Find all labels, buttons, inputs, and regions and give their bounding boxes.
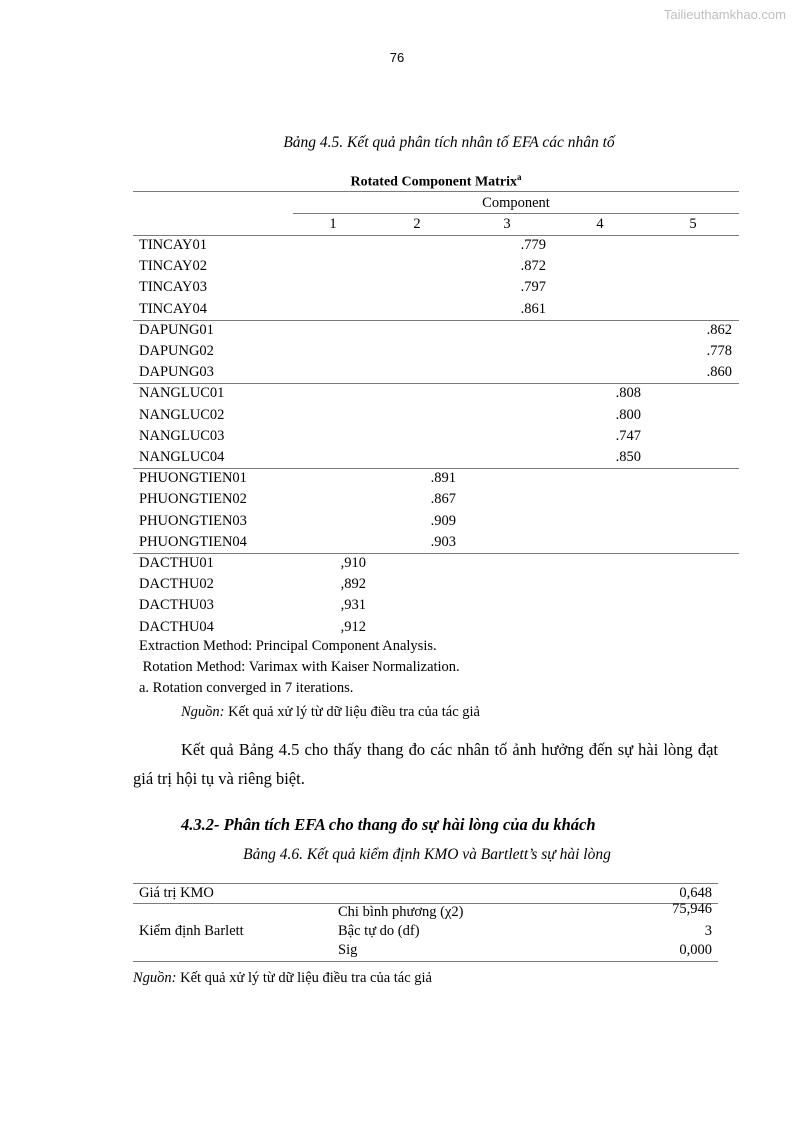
bartlett-stat-label: Bậc tự do (df)	[338, 923, 420, 939]
loading-value: .800	[615, 406, 641, 423]
source-label: Nguồn:	[133, 970, 177, 986]
table-4-5-source	[181, 704, 480, 721]
component-number: 4	[596, 216, 604, 232]
row-label: TINCAY03	[139, 279, 207, 296]
row-label: NANGLUC04	[139, 449, 225, 465]
row-label: TINCAY04	[139, 300, 207, 317]
bartlett-stat-label: Chi bình phương (χ2)	[338, 904, 464, 920]
bartlett-stat-value: 75,946	[672, 901, 712, 917]
table-note: Extraction Method: Principal Component Analysis.	[139, 638, 437, 654]
loading-value: .779	[520, 237, 546, 253]
component-number: 3	[503, 216, 511, 232]
loading-value: ,892	[340, 576, 366, 593]
table-4-5-caption: Bảng 4.5. Kết quả phân tích nhân tố EFA các nhân tố	[283, 134, 615, 151]
table-4-6-caption: Bảng 4.6. Kết quả kiểm định KMO và Bartlett’s sự hài lòng	[243, 846, 611, 863]
matrix-title-footnote-mark: a	[516, 172, 522, 182]
loading-value: ,910	[340, 555, 366, 571]
source-text: Kết quả xử lý từ dữ liệu điều tra của tác giả	[176, 970, 432, 986]
row-label: DACTHU04	[139, 618, 214, 635]
group-divider	[133, 320, 739, 321]
kmo-table-top-rule	[133, 883, 718, 884]
row-label: DAPUNG02	[139, 343, 214, 359]
matrix-title-text: Rotated Component Matrix	[350, 174, 517, 190]
loading-value: .872	[520, 258, 546, 275]
component-number: 2	[413, 216, 421, 232]
loading-value: .797	[520, 279, 546, 296]
watermark: Tailieuthamkhao.com	[663, 7, 786, 22]
loading-value: .891	[430, 470, 456, 487]
loading-value: ,912	[340, 618, 366, 635]
rotated-component-matrix-title	[133, 172, 739, 191]
kmo-label: Giá trị KMO	[139, 885, 214, 901]
loading-value: .909	[430, 512, 456, 529]
loading-value: .850	[615, 449, 641, 465]
loading-value: .867	[430, 491, 456, 508]
row-label: DACTHU01	[139, 555, 214, 571]
table-note: Rotation Method: Varimax with Kaiser Normalization.	[139, 659, 460, 675]
row-label: NANGLUC03	[139, 427, 225, 444]
table-top-rule	[133, 191, 739, 192]
source-text: Kết quả xử lý từ dữ liệu điều tra của tác giả	[224, 704, 480, 720]
section-heading: 4.3.2- Phân tích EFA cho thang đo sự hài lòng của du khách	[181, 815, 596, 834]
row-label: TINCAY02	[139, 258, 207, 275]
row-label: DAPUNG03	[139, 364, 214, 381]
row-label: PHUONGTIEN02	[139, 491, 247, 508]
bartlett-label: Kiểm định Barlett	[139, 923, 244, 939]
kmo-table-bottom-rule	[133, 961, 718, 962]
kmo-value: 0,648	[679, 885, 712, 901]
row-label: NANGLUC02	[139, 406, 225, 423]
bartlett-stat-label: Sig	[338, 942, 358, 958]
loading-value: ,931	[340, 597, 366, 614]
component-header: Component	[482, 195, 550, 211]
loading-value: .903	[430, 533, 456, 550]
loading-value: .860	[706, 364, 732, 381]
loading-value: .808	[615, 385, 641, 402]
row-label: DAPUNG01	[139, 321, 214, 338]
component-number: 1	[329, 216, 337, 232]
loading-value: .861	[520, 300, 546, 317]
row-label: PHUONGTIEN04	[139, 533, 247, 550]
row-label: PHUONGTIEN03	[139, 512, 247, 529]
header-bottom-rule	[133, 235, 739, 236]
row-label: DACTHU02	[139, 576, 214, 593]
loading-value: .778	[706, 343, 732, 359]
row-label: PHUONGTIEN01	[139, 470, 247, 487]
table-4-6-source	[133, 970, 432, 987]
page-number: 76	[389, 50, 405, 65]
row-label: NANGLUC01	[139, 385, 225, 402]
loading-value: .747	[615, 427, 641, 444]
row-label: DACTHU03	[139, 597, 214, 614]
source-label: Nguồn:	[181, 704, 225, 720]
group-divider	[133, 553, 739, 554]
bartlett-stat-value: 0,000	[679, 942, 712, 958]
row-label: TINCAY01	[139, 237, 207, 253]
component-number: 5	[689, 216, 697, 232]
loading-value: .862	[706, 321, 732, 338]
table-note: a. Rotation converged in 7 iterations.	[139, 680, 354, 696]
bartlett-stat-value: 3	[704, 923, 712, 939]
body-paragraph: Kết quả Bảng 4.5 cho thấy thang đo các nhân tố ảnh hưởng đến sự hài lòng đạt giá trị hội tụ và riêng biệt.	[133, 740, 718, 788]
